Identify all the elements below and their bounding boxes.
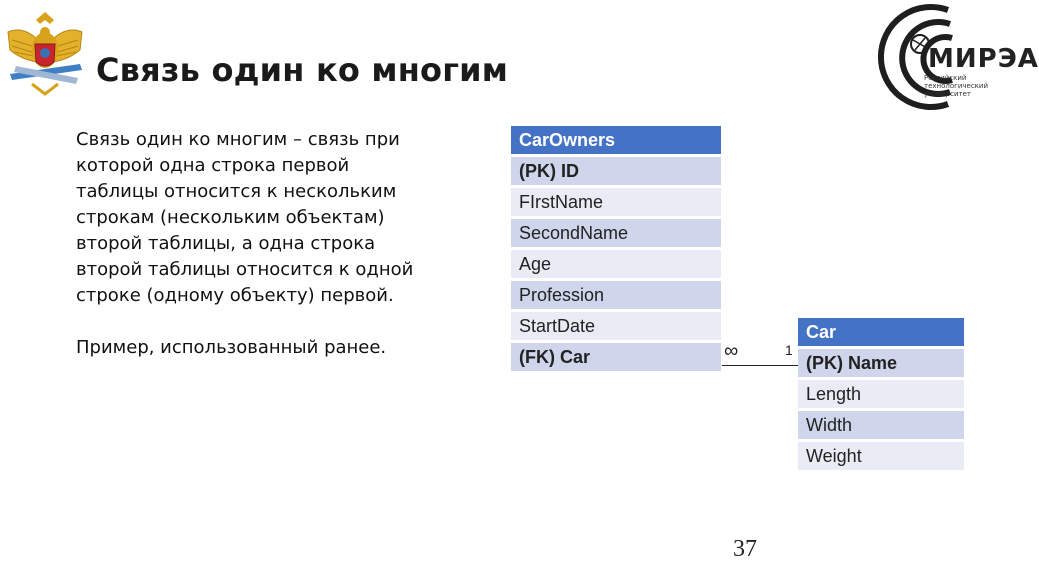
car-field-weight: Weight xyxy=(798,442,964,473)
car-table-header: Car xyxy=(798,318,964,349)
car-owners-table xyxy=(511,126,721,374)
ministry-emblem-icon xyxy=(2,2,88,100)
page-number: 37 xyxy=(733,536,757,562)
body-text xyxy=(76,127,436,361)
definition-paragraph: Связь один ко многим – связь при которой одна строка первой таблицы относится к нескольким строкам (нескольким объектам) второй таблицы, а одна строка второй таблицы относится к одной строке (одному объекту) первой. xyxy=(76,129,414,306)
car-field-length: Length xyxy=(798,380,964,411)
car-owners-field-age: Age xyxy=(511,250,721,281)
car-owners-field-secondname: SecondName xyxy=(511,219,721,250)
logo-subtitle: Российский технологический университет xyxy=(924,74,988,98)
car-owners-field-car-fk: (FK) Car xyxy=(511,343,721,374)
logo-wordmark: МИРЭА xyxy=(928,44,1039,74)
example-paragraph: Пример, использованный ранее. xyxy=(76,337,387,358)
car-owners-field-firstname: FIrstName xyxy=(511,188,721,219)
car-owners-field-id: (PK) ID xyxy=(511,157,721,188)
car-owners-field-profession: Profession xyxy=(511,281,721,312)
slide-title: Связь один ко многим xyxy=(96,51,509,90)
relationship-line xyxy=(722,365,798,366)
car-table xyxy=(798,318,964,473)
relationship-one-marker: 1 xyxy=(785,342,793,358)
car-field-width: Width xyxy=(798,411,964,442)
car-owners-field-startdate: StartDate xyxy=(511,312,721,343)
car-field-name-pk: (PK) Name xyxy=(798,349,964,380)
relationship-many-marker: ∞ xyxy=(724,340,739,362)
car-owners-table-header: CarOwners xyxy=(511,126,721,157)
